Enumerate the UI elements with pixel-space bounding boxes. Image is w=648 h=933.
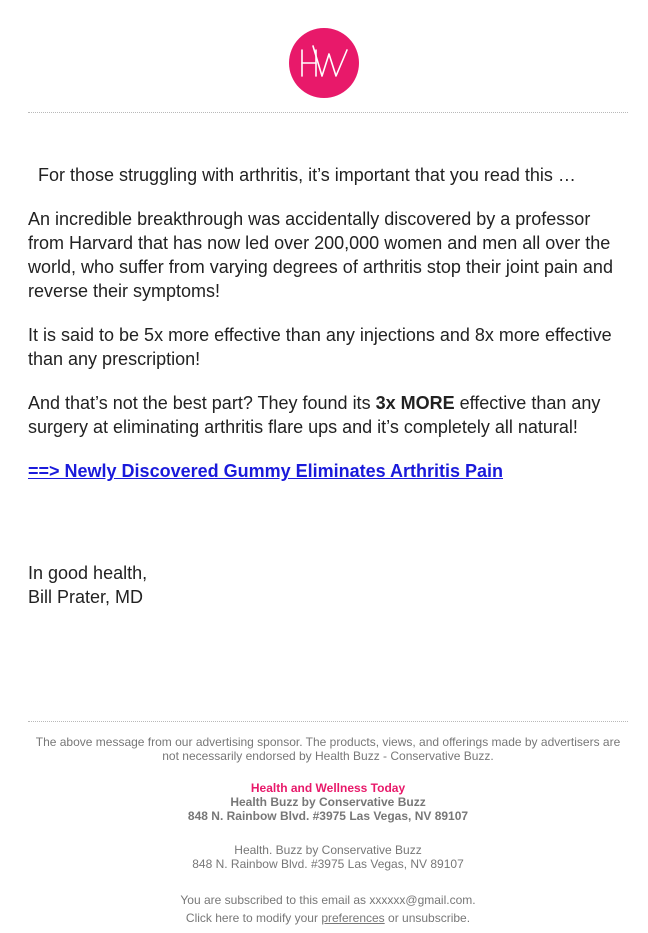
signoff-name: Bill Prater, MD — [28, 587, 144, 607]
logo-container — [0, 28, 648, 98]
email-body — [28, 163, 628, 483]
footer-brand-name: Health Buzz by Conservative Buzz — [230, 795, 426, 809]
footer-subscription-block — [28, 891, 628, 927]
paragraph-surgery-emphasis: 3x MORE — [375, 393, 455, 413]
footer-company-name: Health. Buzz by Conservative Buzz — [234, 843, 422, 857]
paragraph-surgery-end: effective than any surgery at eliminating arthritis flare ups and it’s completely all natural! — [28, 393, 601, 437]
header-divider — [28, 112, 628, 113]
hw-logo-icon — [289, 28, 359, 98]
brand-logo — [289, 28, 359, 98]
intro-text: For those struggling with arthritis, it’s important that you read this … — [38, 165, 576, 185]
paragraph-breakthrough: An incredible breakthrough was accidentally discovered by a professor from Harvard that has now led over 200,000 women and men all over the world, who suffer from varying degrees of arthritis stop their joint pain and reverse their symptoms! — [28, 209, 613, 301]
footer-brand-address: 848 N. Rainbow Blvd. #3975 Las Vegas, NV 89107 — [187, 809, 469, 823]
footer-subscribed-text: You are subscribed to this email as xxxxxx@gmail.com. — [180, 893, 476, 907]
cta-link[interactable]: ==> Newly Discovered Gummy Eliminates Arthritis Pain — [28, 461, 504, 481]
email-footer — [28, 735, 628, 927]
footer-company-address: 848 N. Rainbow Blvd. #3975 Las Vegas, NV 89107 — [192, 857, 464, 871]
footer-modify-line — [28, 909, 628, 927]
signoff — [28, 561, 147, 609]
footer-modify-end: or unsubscribe. — [384, 911, 471, 925]
paragraph-surgery — [28, 391, 628, 439]
paragraph-surgery-start: And that’s not the best part? They found its — [28, 393, 376, 413]
paragraph-effectiveness: It is said to be 5x more effective than any injections and 8x more effective than any prescription! — [28, 325, 612, 369]
preferences-link[interactable]: preferences — [321, 911, 385, 925]
sponsor-disclaimer: The above message from our advertising sponsor. The products, views, and offerings made by advertisers are not necessarily endorsed by Health Buzz - Conservative Buzz. — [35, 735, 621, 763]
signoff-greeting: In good health, — [28, 563, 148, 583]
footer-brand-title: Health and Wellness Today — [250, 781, 406, 795]
footer-company-block — [28, 843, 628, 871]
footer-modify-start: Click here to modify your — [185, 911, 322, 925]
footer-divider — [28, 721, 628, 722]
